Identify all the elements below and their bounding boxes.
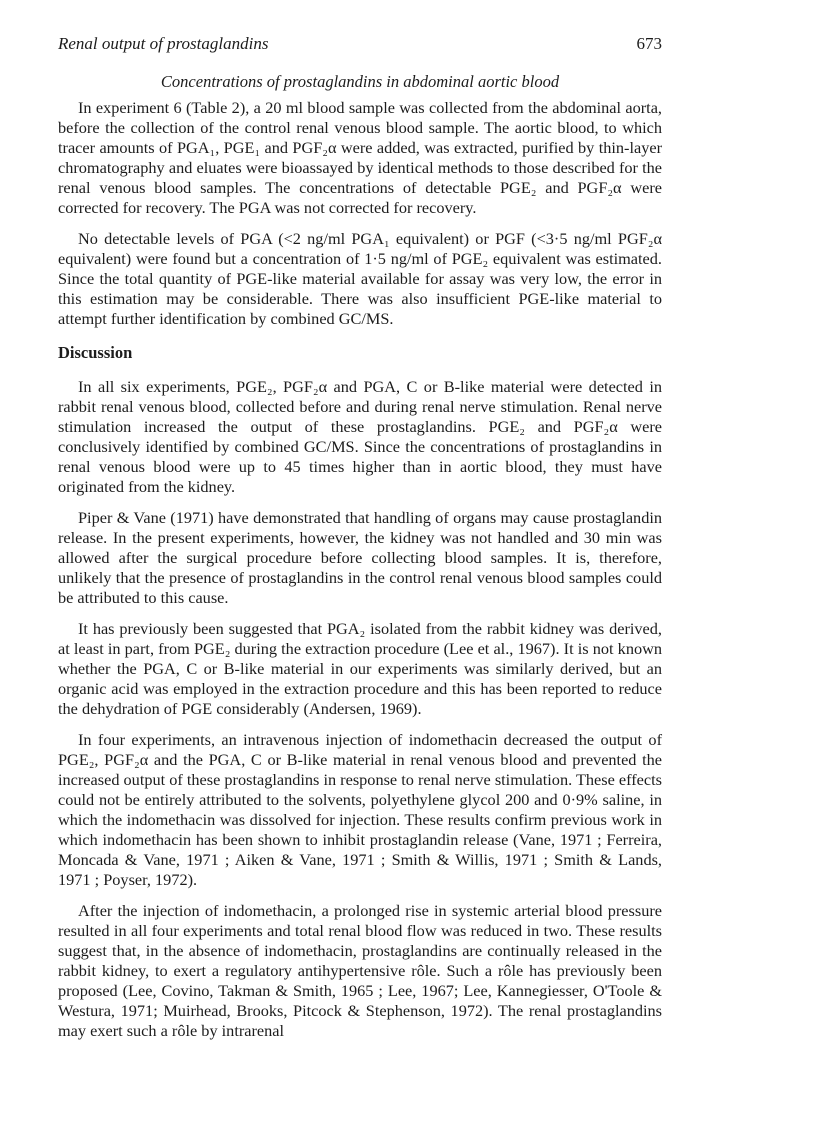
page-number: 673 [636,34,662,53]
paragraph: It has previously been suggested that PGA₂ isolated from the rabbit kidney was derived, at least in part, from PGE₂ during the extraction procedure (Lee et al., 1967). It is not known whether the PGA, C or B-like material in our experiments was similarly derived, but an organic acid was employed in the extraction procedure and this has been reported to reduce the dehydration of PGE considerably (Andersen, 1969). [58,619,662,718]
section-heading: Discussion [58,343,133,362]
running-head [58,30,662,56]
paragraph: After the injection of indomethacin, a prolonged rise in systemic arterial blood pressure resulted in all four experiments and total renal blood flow was reduced in two. These results suggest that, in the absence of indomethacin, prostaglandins are continually released in the rabbit kidney, to exert a regulatory antihypertensive rôle. Such a rôle has previously been proposed (Lee, Covino, Takman & Smith, 1965 ; Lee, 1967; Lee, Kannegiesser, O'Toole & Westura, 1971; Muirhead, Brooks, Pitcock & Stephenson, 1972). The renal prostaglandins may exert such a rôle by intrarenal [58,901,662,1040]
journal-page [58,30,662,1041]
paragraph: In experiment 6 (Table 2), a 20 ml blood sample was collected from the abdominal aorta, before the collection of the control renal venous blood sample. The aortic blood, to which tracer amounts of PGA₁, PGE₁ and PGF₂α were added, was extracted, purified by thin-layer chromatography and eluates were bioassayed by identical methods to those described for the renal venous blood samples. The concentrations of detectable PGE₂ and PGF₂α were corrected for recovery. The PGA was not corrected for recovery. [58,98,662,217]
running-head-title: Renal output of prostaglandins [58,34,269,53]
subsection-heading: Concentrations of prostaglandins in abdominal aortic blood [160,72,560,91]
paragraph: In all six experiments, PGE₂, PGF₂α and PGA, C or B-like material were detected in rabbit renal venous blood, collected before and during renal nerve stimulation. Renal nerve stimulation increased the output of these prostaglandins. PGE₂ and PGF₂α were conclusively identified by combined GC/MS. Since the concentrations of prostaglandins in renal venous blood were up to 45 times higher than in aortic blood, they must have originated from the kidney. [58,377,662,496]
paragraph: In four experiments, an intravenous injection of indomethacin decreased the output of PGE₂, PGF₂α and the PGA, C or B-like material in renal venous blood and prevented the increased output of these prostaglandins in response to renal nerve stimulation. These effects could not be entirely attributed to the solvents, polyethylene glycol 200 and 0·9% saline, in which the indomethacin was dissolved for injection. These results confirm previous work in which indomethacin has been shown to inhibit prostaglandin release (Vane, 1971 ; Ferreira, Moncada & Vane, 1971 ; Aiken & Vane, 1971 ; Smith & Willis, 1971 ; Smith & Lands, 1971 ; Poyser, 1972). [58,730,662,889]
paragraph: No detectable levels of PGA (<2 ng/ml PGA₁ equivalent) or PGF (<3·5 ng/ml PGF₂α equivalent) were found but a concentration of 1·5 ng/ml of PGE₂ equivalent was estimated. Since the total quantity of PGE-like material available for assay was very low, the error in this estimation may be considerable. There was also insufficient PGE-like material to attempt further identification by combined GC/MS. [58,229,662,328]
paragraph: Piper & Vane (1971) have demonstrated that handling of organs may cause prostaglandin release. In the present experiments, however, the kidney was not handled and 30 min was allowed after the surgical procedure before collecting blood samples. It is, therefore, unlikely that the presence of prostaglandins in the control renal venous blood samples could be attributed to this cause. [58,508,662,607]
